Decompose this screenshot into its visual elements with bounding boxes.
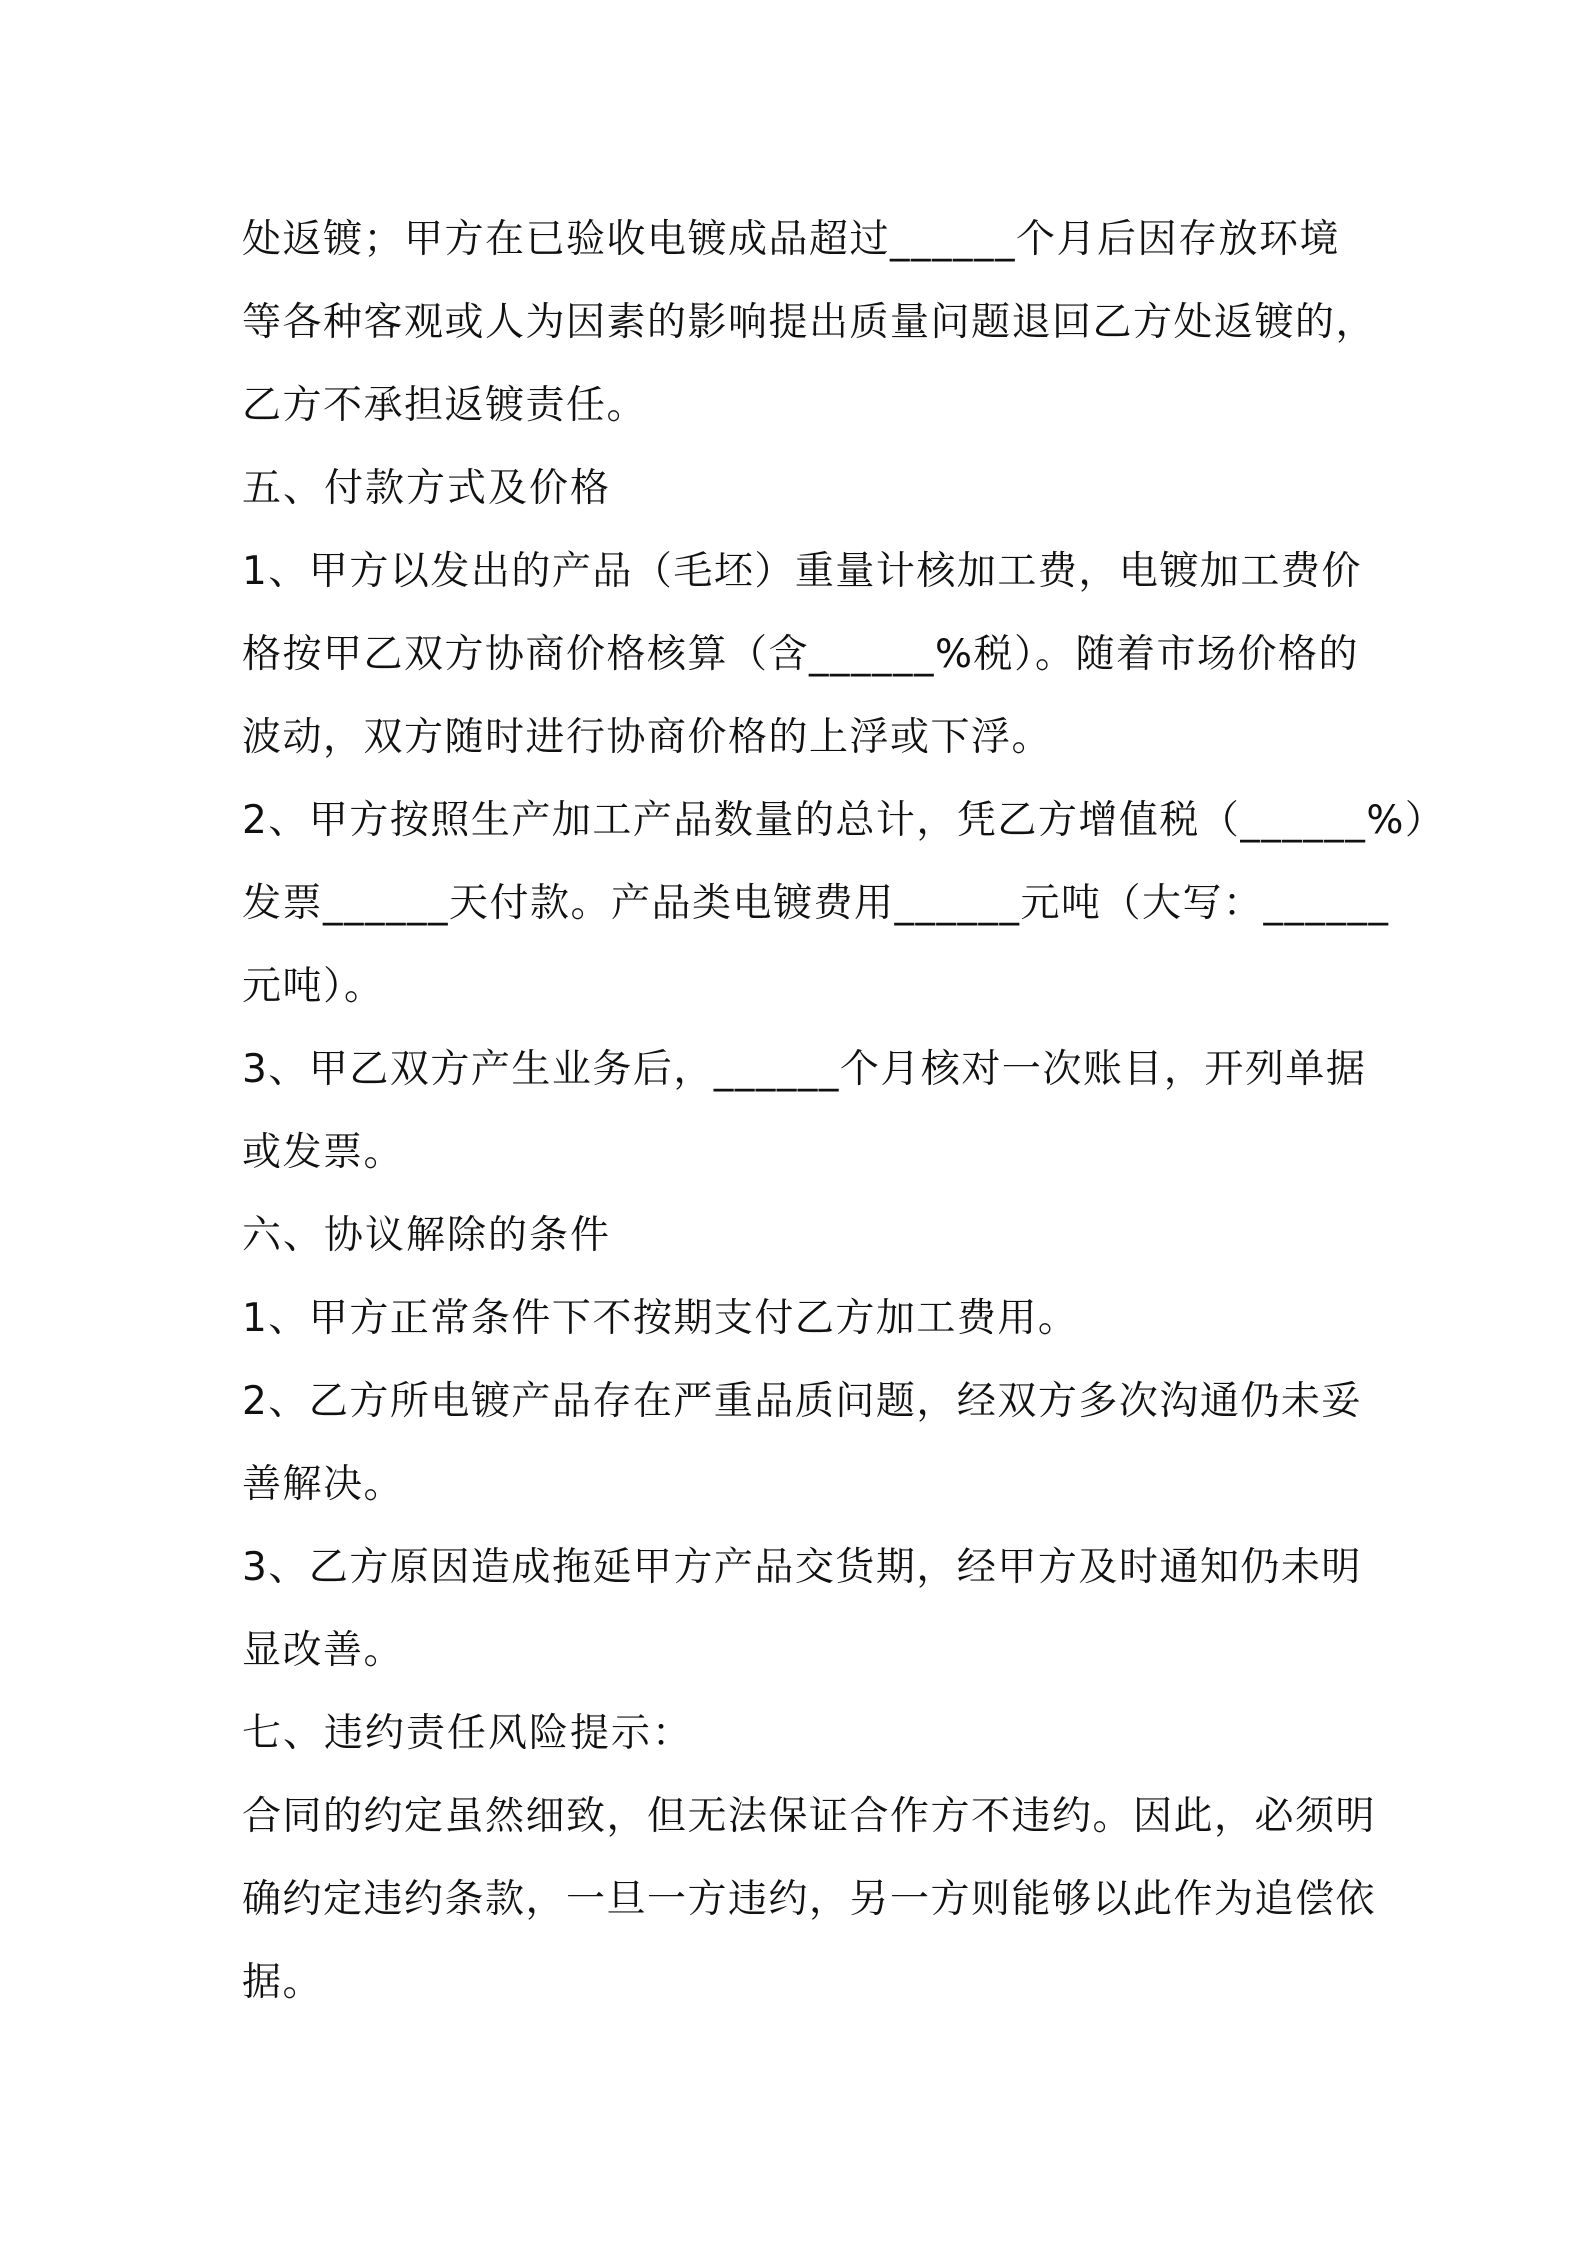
text-line: 确约定违约条款，一旦一方违约，另一方则能够以此作为追偿依 — [242, 1877, 1377, 1922]
text-line: 合同的约定虽然细致，但无法保证合作方不违约。因此，必须明 — [242, 1794, 1377, 1839]
section-heading-payment: 五、付款方式及价格 — [242, 466, 612, 511]
text-line: 3、乙方原因造成拖延甲方产品交货期，经甲方及时通知仍未明 — [242, 1545, 1362, 1590]
text-line: 格按甲乙双方协商价格核算（含______%税）。随着市场价格的 — [242, 632, 1360, 677]
section-heading-termination: 六、协议解除的条件 — [242, 1213, 612, 1258]
text-line: 或发票。 — [242, 1130, 405, 1175]
text-line: 波动，双方随时进行协商价格的上浮或下浮。 — [242, 715, 1053, 760]
text-line: 1、甲方正常条件下不按期支付乙方加工费用。 — [242, 1296, 1079, 1341]
document-body — [242, 198, 1446, 2024]
text-line: 发票______天付款。产品类电镀费用______元吨（大写：______ — [242, 881, 1390, 926]
text-line: 3、甲乙双方产生业务后，______个月核对一次账目，开列单据 — [242, 1047, 1367, 1092]
text-line: 2、甲方按照生产加工产品数量的总计，凭乙方增值税（______%） — [242, 798, 1446, 843]
text-line: 1、甲方以发出的产品（毛坯）重量计核加工费，电镀加工费价 — [242, 549, 1362, 594]
text-line: 据。 — [242, 1960, 324, 2005]
text-line: 元吨）。 — [242, 964, 385, 1009]
text-line: 等各种客观或人为因素的影响提出质量问题退回乙方处返镀的， — [242, 300, 1377, 345]
text-line: 2、乙方所电镀产品存在严重品质问题，经双方多次沟通仍未妥 — [242, 1379, 1362, 1424]
text-line: 显改善。 — [242, 1628, 405, 1673]
text-line: 善解决。 — [242, 1462, 405, 1507]
text-line: 乙方不承担返镀责任。 — [242, 383, 648, 428]
section-heading-breach: 七、违约责任风险提示： — [242, 1711, 694, 1756]
text-line: 处返镀；甲方在已验收电镀成品超过______个月后因存放环境 — [242, 217, 1341, 262]
